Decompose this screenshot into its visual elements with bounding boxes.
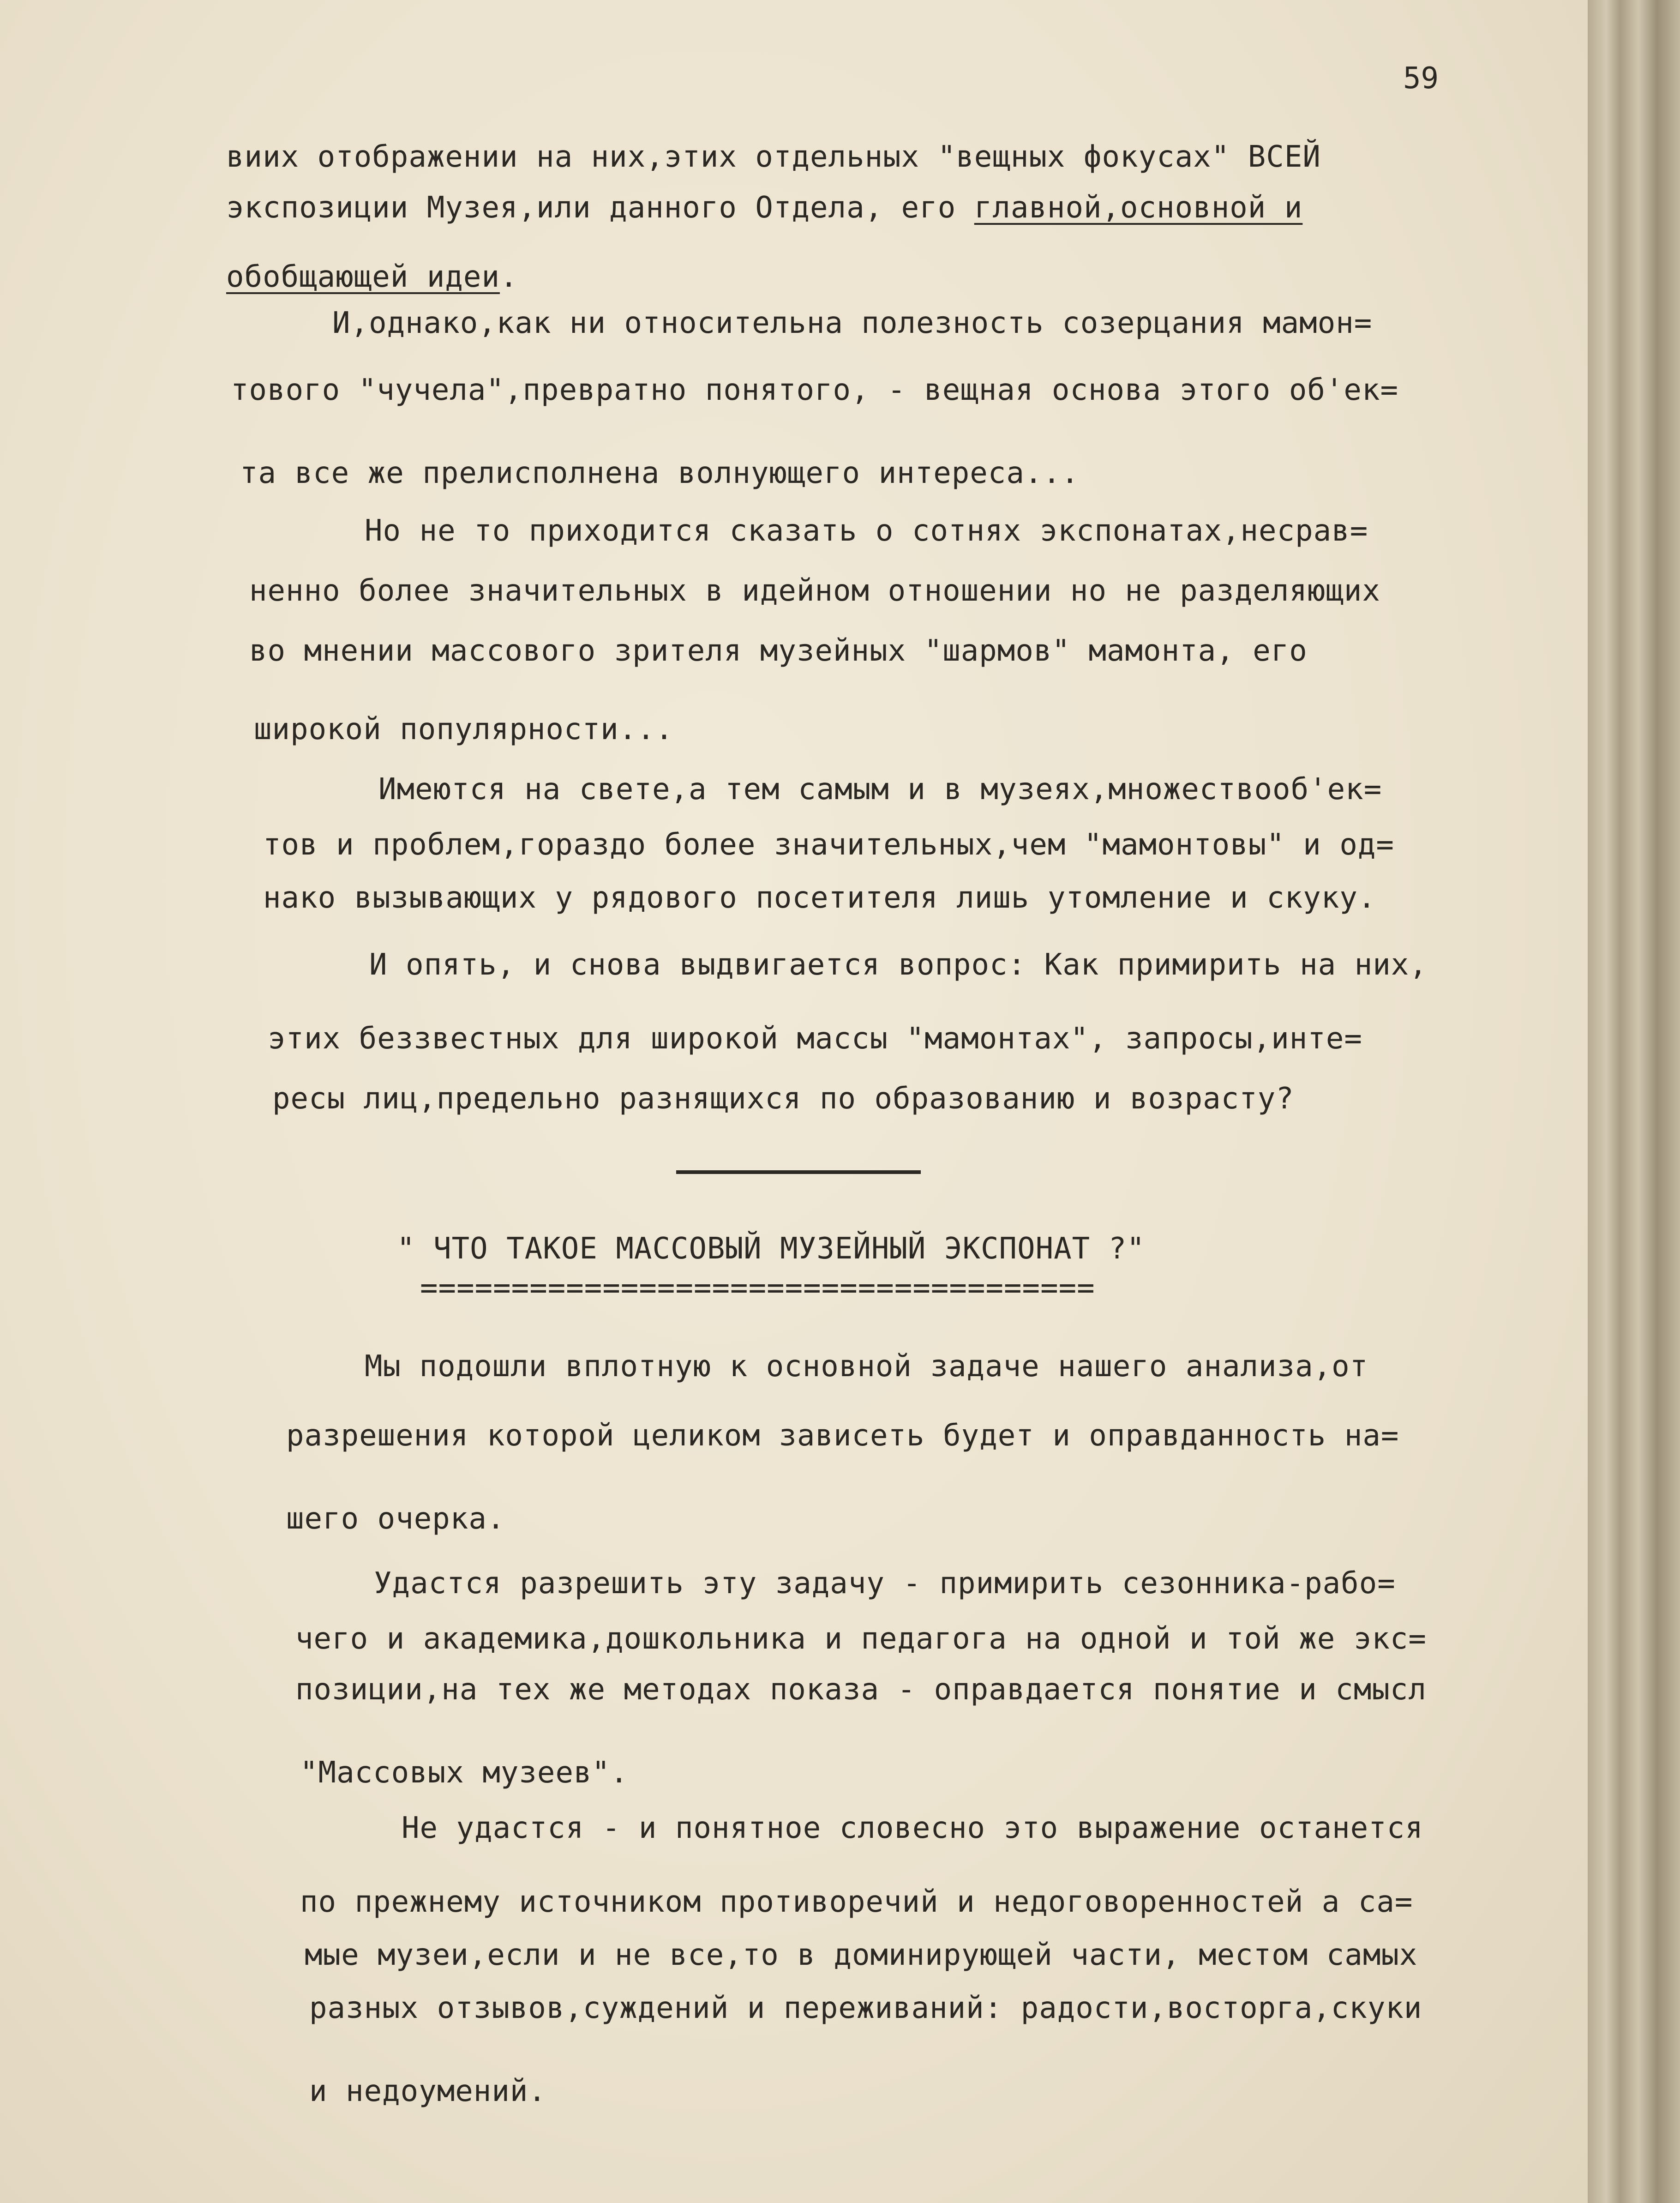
- paragraph-5-line-3: ресы лиц,предельно разнящихся по образованию и возрасту?: [272, 1082, 1294, 1116]
- section-divider: [676, 1170, 921, 1174]
- paragraph-8-line-1: Не удастся - и понятное словесно это выражение останется: [402, 1811, 1423, 1845]
- page-number: 59: [1403, 61, 1439, 96]
- paragraph-3-line-1: Но не то приходится сказать о сотнях экспонатах,несрав=: [365, 514, 1368, 548]
- paragraph-5-line-1: И опять, и снова выдвигается вопрос: Как примирить на них,: [369, 948, 1428, 982]
- underlined-phrase: главной,основной и: [974, 191, 1303, 225]
- paragraph-6-line-3: шего очерка.: [286, 1502, 505, 1536]
- paragraph-4-line-1: Имеются на свете,а тем самым и в музеях,множествооб'ек=: [378, 772, 1382, 807]
- paragraph-1-line-3: [226, 259, 1588, 295]
- underlined-phrase: обобщающей идеи: [226, 260, 500, 294]
- text-segment: .: [499, 260, 518, 294]
- paragraph-3-line-3: во мнении массового зрителя музейных "шармов" мамонта, его: [249, 634, 1308, 668]
- paragraph-8-line-4: разных отзывов,суждений и переживаний: радости,восторга,скуки: [309, 1991, 1422, 2025]
- paragraph-7-line-3: позиции,на тех же методах показа - оправдается понятие и смысл: [295, 1673, 1427, 1707]
- paragraph-6-line-1: Мы подошли вплотную к основной задаче нашего анализа,от: [365, 1349, 1368, 1384]
- paragraph-2-line-1: И,однако,как ни относительна полезность созерцания мамон=: [332, 306, 1373, 340]
- paragraph-7-line-4: "Массовых музеев".: [300, 1756, 629, 1790]
- paragraph-7-line-2: чего и академика,дошкольника и педагога на одной и той же экс=: [295, 1622, 1427, 1656]
- paragraph-1-line-1: виих отображении на них,этих отдельных "вещных фокусах" ВСЕЙ: [226, 140, 1321, 174]
- paragraph-3-line-2: ненно более значительных в идейном отношении но не разделяющих: [249, 574, 1380, 608]
- section-title: " ЧТО ТАКОЕ МАССОВЫЙ МУЗЕЙНЫЙ ЭКСПОНАТ ?": [397, 1232, 1145, 1266]
- page-stack-edge: [1588, 0, 1680, 2203]
- paragraph-4-line-2: тов и проблем,гораздо более значительных,чем "мамонтовы" и од=: [263, 828, 1394, 862]
- paragraph-5-line-2: этих беззвестных для широкой массы "мамонтах", запросы,инте=: [268, 1022, 1362, 1056]
- paragraph-2-line-2: тового "чучела",превратно понятого, - вещная основа этого об'ек=: [231, 373, 1398, 407]
- paragraph-3-line-4: широкой популярности...: [254, 712, 674, 746]
- text-segment: экспозиции Музея,или данного Отдела, его: [226, 191, 974, 225]
- section-title-underline: =====================================: [420, 1271, 1095, 1305]
- paragraph-8-line-5: и недоумений.: [309, 2074, 546, 2108]
- paragraph-8-line-2: по прежнему источником противоречий и недоговоренностей а са=: [300, 1885, 1413, 1919]
- paragraph-7-line-1: Удастся разрешить эту задачу - примирить сезонника-рабо=: [374, 1566, 1396, 1601]
- paragraph-1-line-2: [226, 189, 1588, 226]
- paragraph-6-line-2: разрешения которой целиком зависеть будет и оправданность на=: [286, 1419, 1399, 1453]
- paragraph-4-line-3: нако вызывающих у рядового посетителя лишь утомление и скуку.: [263, 881, 1376, 915]
- paragraph-2-line-3: та все же прелисполнена волнующего интереса...: [240, 456, 1080, 490]
- paragraph-8-line-3: мые музеи,если и не все,то в доминирующей части, местом самых: [305, 1938, 1418, 1972]
